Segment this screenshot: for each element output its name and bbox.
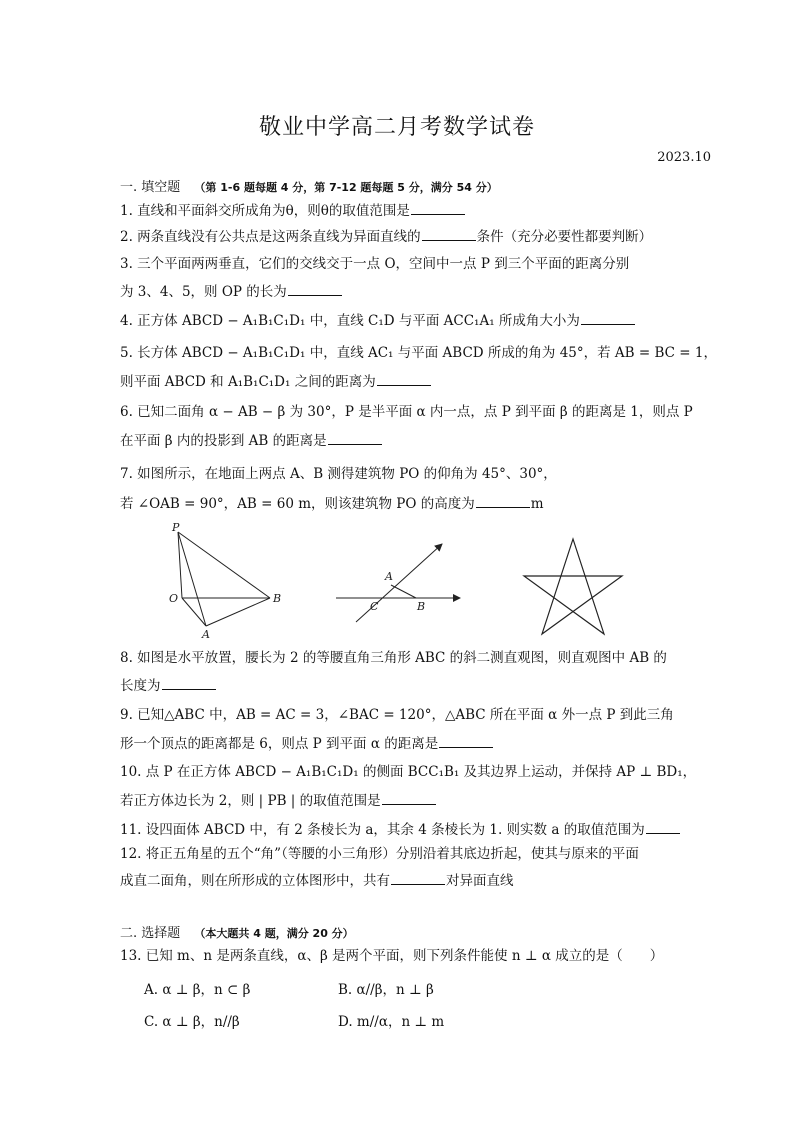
question-7-text-b: 若 ∠OAB = 90°，AB = 60 m，则该建筑物 PO 的高度为 [120, 496, 475, 512]
answer-blank [162, 675, 216, 690]
question-11 [120, 818, 680, 842]
figures-row [160, 522, 640, 642]
option-B: B. α//β，n ⊥ β [338, 982, 434, 998]
section2-header [120, 922, 354, 941]
edge-PB [178, 532, 270, 598]
figure-pentagram [524, 539, 622, 634]
question-4-text: 4. 正方体 ABCD − A₁B₁C₁D₁ 中，直线 C₁D 与平面 ACC₁A₁ 所成角大小为 [120, 313, 580, 329]
question-12 [120, 842, 680, 866]
question-5-cont [120, 370, 680, 394]
question-3-text: 3. 三个平面两两垂直，它们的交线交于一点 O，空间中一点 P 到三个平面的距离分别 [120, 256, 630, 272]
section1-note: （第 1-6 题每题 4 分，第 7-12 题每题 5 分，满分 54 分） [194, 181, 498, 194]
question-6-text: 6. 已知二面角 α − AB − β 为 30°，P 是半平面 α 内一点，点 P 到平面 β 的距离是 1，则点 P [120, 404, 693, 420]
answer-blank [411, 200, 465, 215]
question-3 [120, 252, 680, 276]
question-2-tail: 条件（充分必要性都要判断） [476, 229, 653, 245]
question-11-text: 11. 设四面体 ABCD 中，有 2 条棱长为 a，其余 4 条棱长为 1. 则实数 a 的取值范围为 [120, 822, 645, 838]
question-9-cont [120, 732, 680, 756]
question-3-cont [120, 280, 680, 304]
answer-blank [391, 870, 445, 885]
option-A: A. α ⊥ β，n ⊂ β [144, 982, 251, 998]
label-C-oblique: C [370, 600, 379, 613]
question-10-cont [120, 789, 680, 813]
option-C: C. α ⊥ β，n//β [144, 1014, 240, 1030]
question-12-cont [120, 869, 680, 893]
answer-blank [288, 281, 342, 296]
edge-AB [206, 598, 270, 626]
question-4 [120, 309, 680, 333]
question-6-text-b: 在平面 β 内的投影到 AB 的距离是 [120, 433, 327, 449]
label-B: B [273, 592, 282, 605]
question-5 [120, 341, 717, 365]
question-1-text: 1. 直线和平面斜交所成角为θ，则θ的取值范围是 [120, 203, 410, 219]
question-9-text-b: 形一个顶点的距离都是 6，则点 P 到平面 α 的距离是 [120, 736, 439, 752]
question-12-text: 12. 将正五角星的五个“角”（等腰的小三角形）分别沿着其底边折起，使其与原来的平面 [120, 846, 639, 862]
oblique-axis-line [356, 544, 442, 622]
question-7-text: 7. 如图所示，在地面上两点 A、B 测得建筑物 PO 的仰角为 45°、30°， [120, 466, 557, 482]
question-7 [120, 462, 680, 486]
question-13-text: 13. 已知 m、n 是两条直线，α、β 是两个平面，则下列条件能使 n ⊥ α 成立的是（ ） [120, 948, 664, 964]
figure-oblique [336, 544, 460, 622]
question-10 [120, 760, 697, 784]
question-8-cont [120, 674, 680, 698]
question-10-text-b: 若正方体边长为 2，则 | PB | 的取值范围是 [120, 793, 381, 809]
question-13 [120, 944, 680, 968]
question-9 [120, 703, 680, 727]
question-2-text: 2. 两条直线没有公共点是这两条直线为异面直线的 [120, 229, 421, 245]
section2-heading: 二. 选择题 [120, 926, 181, 941]
figure-pyramid [178, 532, 270, 626]
answer-blank [377, 371, 431, 386]
label-A-oblique: A [385, 570, 393, 583]
question-5-text-b: 则平面 ABCD 和 A₁B₁C₁D₁ 之间的距离为 [120, 374, 376, 390]
question-12-tail: 对异面直线 [446, 873, 514, 889]
question-8-text-b: 长度为 [120, 678, 161, 694]
question-6 [120, 400, 693, 424]
question-8-text: 8. 如图是水平放置，腰长为 2 的等腰直角三角形 ABC 的斜二测直观图，则直观图中 AB 的 [120, 650, 667, 666]
question-2 [120, 225, 680, 249]
answer-blank [439, 733, 493, 748]
page-title: 敬业中学高二月考数学试卷 [258, 115, 535, 140]
section1-heading: 一. 填空题 [120, 180, 181, 195]
edge-OA [182, 598, 206, 626]
answer-blank [581, 310, 635, 325]
answer-blank [646, 819, 680, 834]
label-P: P [172, 522, 180, 534]
answer-blank [328, 430, 382, 445]
question-1 [120, 199, 680, 223]
question-12-text-b: 成直二面角，则在所形成的立体图形中，共有 [120, 873, 390, 889]
question-7-unit: m [530, 496, 544, 512]
exam-date: 2023.10 [657, 150, 711, 165]
answer-blank [382, 790, 436, 805]
answer-blank [422, 226, 476, 241]
question-7-cont [120, 492, 680, 516]
question-8 [120, 646, 680, 670]
question-9-text: 9. 已知△ABC 中，AB = AC = 3，∠BAC = 120°，△ABC 所在平面 α 外一点 P 到此三角 [120, 707, 674, 723]
label-B-oblique: B [417, 600, 426, 613]
question-5-text: 5. 长方体 ABCD − A₁B₁C₁D₁ 中，直线 AC₁ 与平面 ABCD 所成的角为 45°，若 AB = BC = 1， [120, 345, 717, 361]
label-O: O [169, 592, 179, 605]
question-6-cont [120, 429, 680, 453]
label-A: A [202, 628, 210, 641]
section1-header [120, 176, 498, 195]
option-D: D. m//α，n ⊥ m [338, 1014, 445, 1030]
question-10-text: 10. 点 P 在正方体 ABCD − A₁B₁C₁D₁ 的侧面 BCC₁B₁ 及其边界上运动，并保持 AP ⊥ BD₁， [120, 764, 697, 780]
answer-blank [476, 493, 530, 508]
section2-note: （本大题共 4 题，满分 20 分） [194, 927, 354, 940]
question-3-text-b: 为 3、4、5，则 OP 的长为 [120, 284, 287, 300]
edge-PA [178, 532, 206, 626]
edge-AB-oblique [391, 585, 416, 598]
